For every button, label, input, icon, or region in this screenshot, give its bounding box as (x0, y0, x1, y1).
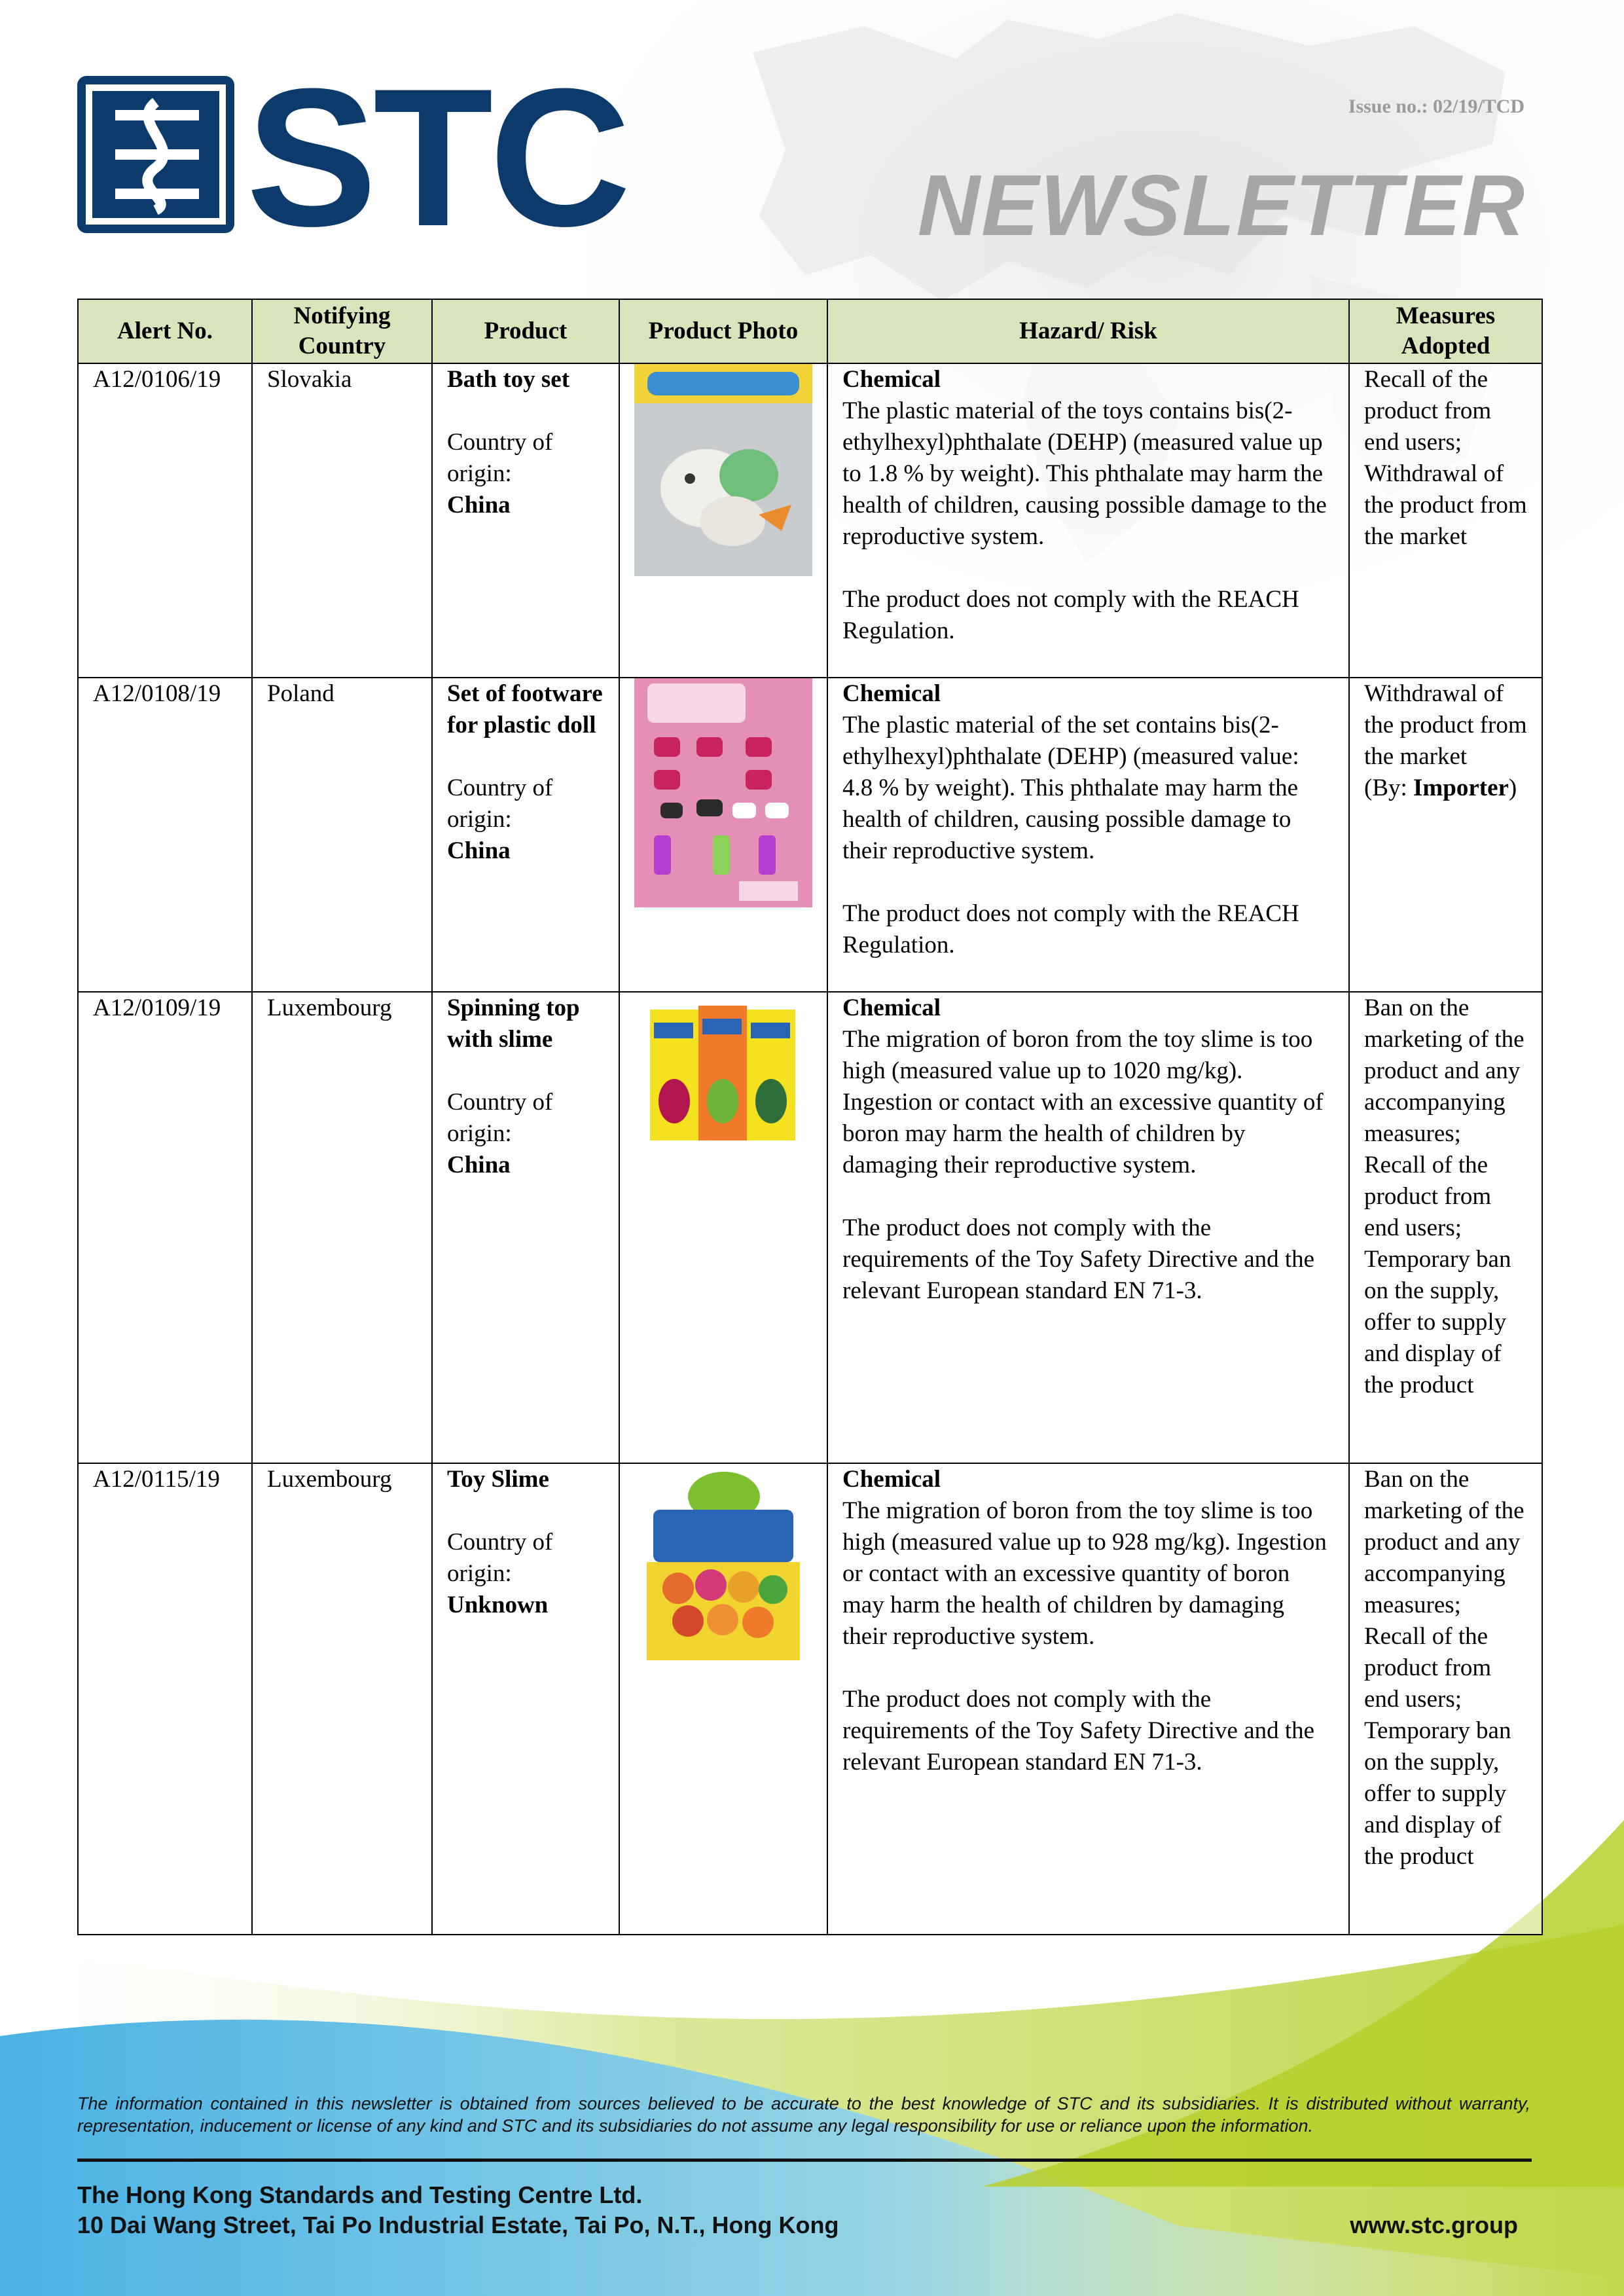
product-cell (432, 363, 619, 678)
hazard-description: The plastic material of the toys contains bis(2-ethylhexyl)phthalate (DEHP) (measured value up to 1.8 % by weight). This phthalate may harm the health of children, causing possible damage to the reproductive system. (842, 397, 1327, 550)
origin-label: Country of origin: (447, 1529, 553, 1587)
product-name: Bath toy set (447, 366, 570, 393)
product-cell (432, 678, 619, 992)
spinning-top-photo (646, 1003, 801, 1155)
origin-label: Country of origin: (447, 774, 553, 833)
hazard-description: The migration of boron from the toy slime is too high (measured value up to 928 mg/kg). Ingestion or contact with an excessive quantity of boron may harm the health of children by damaging their reproductive system. (842, 1497, 1327, 1650)
origin-label: Country of origin: (447, 429, 553, 487)
bath-toy-photo (634, 364, 812, 576)
column-header-hazard: Hazard/ Risk (827, 299, 1349, 363)
issue-number: Issue no.: 02/19/TCD (1348, 96, 1525, 117)
photo-cell (619, 363, 827, 678)
photo-cell (619, 1463, 827, 1935)
website-link[interactable]: www.stc.group (1350, 2212, 1518, 2238)
hazard-cell (827, 363, 1349, 678)
stc-logo (77, 47, 673, 267)
photo-cell (619, 678, 827, 992)
measures-by-party: Importer (1413, 774, 1509, 801)
alert-number: A12/0109/19 (78, 992, 252, 1463)
column-header-alert-no: Alert No. (78, 299, 252, 363)
company-name: The Hong Kong Standards and Testing Centre Ltd. (77, 2181, 643, 2208)
logo-wordmark: STC (246, 47, 627, 267)
table-row (78, 992, 1542, 1463)
table-row (78, 678, 1542, 992)
company-address: 10 Dai Wang Street, Tai Po Industrial Estate, Tai Po, N.T., Hong Kong (77, 2212, 839, 2238)
origin-country: China (447, 1152, 511, 1178)
compliance-note: The product does not comply with the REACH Regulation. (842, 900, 1299, 958)
hazard-description: The migration of boron from the toy slime is too high (measured value up to 1020 mg/kg). Ingestion or contact with an excessive quantity of boron may harm the health of children by damaging their reproductive system. (842, 1026, 1324, 1178)
product-name: Spinning top with slime (447, 994, 580, 1053)
notifying-country: Luxembourg (252, 992, 432, 1463)
column-header-country: Notifying Country (252, 299, 432, 363)
origin-country: China (447, 837, 511, 864)
column-header-photo: Product Photo (619, 299, 827, 363)
compliance-note: The product does not comply with the requirements of the Toy Safety Directive and the relevant European standard EN 71-3. (842, 1214, 1315, 1304)
product-cell (432, 1463, 619, 1935)
doll-footwear-photo (634, 678, 812, 907)
hazard-description: The plastic material of the set contains bis(2-ethylhexyl)phthalate (DEHP) (measured value: 4.8 % by weight). This phthalate may harm the health of children, causing possible damage to their reproductive system. (842, 712, 1299, 864)
measures-cell (1349, 1463, 1542, 1935)
hazard-cell (827, 992, 1349, 1463)
column-header-measures: Measures Adopted (1349, 299, 1542, 363)
alert-number: A12/0108/19 (78, 678, 252, 992)
measures-cell (1349, 992, 1542, 1463)
alert-number: A12/0115/19 (78, 1463, 252, 1935)
product-name: Toy Slime (447, 1466, 549, 1493)
measures-by-label: (By: (1364, 774, 1414, 801)
table-header-row (78, 299, 1542, 363)
table-row (78, 363, 1542, 678)
measures-cell (1349, 363, 1542, 678)
measures-text: Ban on the marketing of the product and any accompanying measures; Recall of the product from end users; Temporary ban on the supply, offer to supply and display of the product (1364, 1466, 1525, 1870)
hazard-type: Chemical (842, 680, 941, 707)
origin-country: Unknown (447, 1592, 549, 1618)
column-header-product: Product (432, 299, 619, 363)
alert-number: A12/0106/19 (78, 363, 252, 678)
footer-divider (77, 2159, 1532, 2162)
hazard-cell (827, 1463, 1349, 1935)
origin-country: China (447, 492, 511, 519)
company-info (77, 2180, 839, 2240)
disclaimer-text: The information contained in this newsletter is obtained from sources believed to be accurate to the best knowledge of STC and its subsidiaries. It is distributed without warranty, representation, inducement or license of any kind and STC and its subsidiaries do not assume any legal responsibility for use or reliance upon the information. (77, 2094, 1530, 2136)
newsletter-title: NEWSLETTER (917, 157, 1526, 253)
measures-cell (1349, 678, 1542, 992)
origin-label: Country of origin: (447, 1089, 553, 1147)
notifying-country: Slovakia (252, 363, 432, 678)
toy-slime-photo (639, 1470, 808, 1667)
hazard-type: Chemical (842, 1466, 941, 1493)
measures-text: Withdrawal of the product from the market (1364, 680, 1527, 770)
hazard-type: Chemical (842, 994, 941, 1021)
compliance-note: The product does not comply with the REACH Regulation. (842, 586, 1299, 644)
table-row (78, 1463, 1542, 1935)
measures-text: Recall of the product from end users; Withdrawal of the product from the market (1364, 366, 1527, 550)
stc-emblem-icon (77, 76, 234, 233)
product-name: Set of footware for plastic doll (447, 680, 603, 738)
hazard-cell (827, 678, 1349, 992)
product-cell (432, 992, 619, 1463)
alerts-table (77, 299, 1543, 1935)
measures-text: Ban on the marketing of the product and any accompanying measures; Recall of the product from end users; Temporary ban on the supply, offer to supply and display of the product (1364, 994, 1525, 1398)
notifying-country: Poland (252, 678, 432, 992)
measures-by: (By: Importer) (1364, 774, 1517, 801)
compliance-note: The product does not comply with the requirements of the Toy Safety Directive and the relevant European standard EN 71-3. (842, 1686, 1315, 1776)
notifying-country: Luxembourg (252, 1463, 432, 1935)
hazard-type: Chemical (842, 366, 941, 393)
photo-cell (619, 992, 827, 1463)
